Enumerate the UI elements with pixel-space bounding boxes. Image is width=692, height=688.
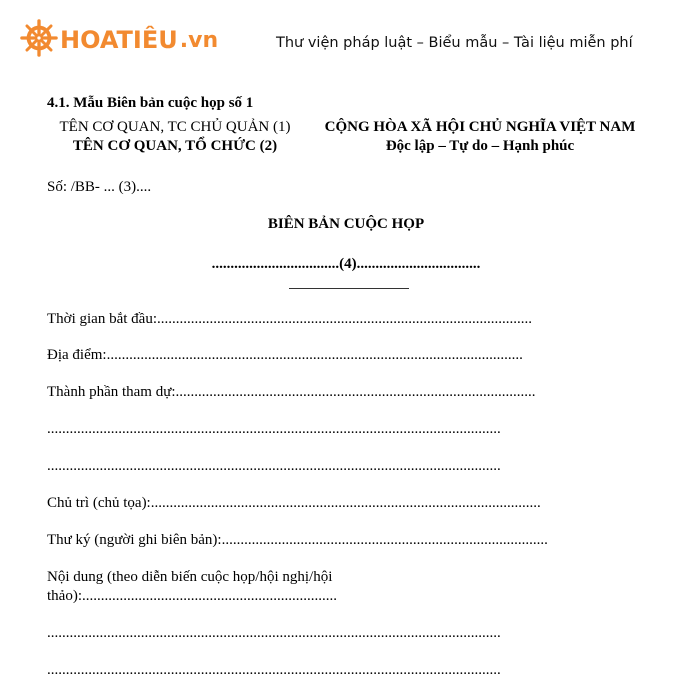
field-content-label xyxy=(47,569,332,586)
document-subtitle: ..................................(4)................................. xyxy=(211,256,481,272)
fill-in-dots: .................................................................... xyxy=(82,588,337,604)
site-logo[interactable] xyxy=(20,20,218,60)
field-label: Chủ trì (chủ tọa): xyxy=(47,495,151,511)
logo-domain: .vn xyxy=(179,27,219,53)
national-motto: Độc lập – Tự do – Hạnh phúc xyxy=(385,138,575,154)
document-number: Số: /BB- ... (3).... xyxy=(47,179,152,195)
field-location[interactable] xyxy=(47,347,523,364)
field-label: Thành phần tham dự: xyxy=(47,384,176,400)
fill-in-dots: ......................................................................................................................... xyxy=(47,625,501,641)
field-content[interactable] xyxy=(47,588,337,605)
document-title: BIÊN BẢN CUỘC HỌP xyxy=(267,216,425,232)
section-title: 4.1. Mẫu Biên bản cuộc họp số 1 xyxy=(47,95,254,111)
field-label: Nội dung (theo diễn biến cuộc họp/hội nghị/hội xyxy=(47,569,333,585)
field-attendees-line-3[interactable] xyxy=(47,458,501,475)
title-divider xyxy=(289,288,409,289)
fill-in-dots: ......................................................................................................................... xyxy=(47,458,501,474)
field-label: Thư ký (người ghi biên bản): xyxy=(47,532,222,548)
agency-name: TÊN CƠ QUAN, TỔ CHỨC (2) xyxy=(72,138,278,154)
field-content-line-3[interactable] xyxy=(47,662,501,679)
site-header xyxy=(0,0,692,80)
logo-wordmark: HOATIÊU xyxy=(60,26,178,54)
fill-in-dots: ........................................................................................................ xyxy=(150,495,541,511)
fill-in-dots: ......................................................................................................................... xyxy=(47,421,501,437)
field-attendees[interactable] xyxy=(47,384,536,401)
ship-wheel-icon xyxy=(20,19,58,62)
field-label: thảo): xyxy=(47,588,82,604)
field-content-line-2[interactable] xyxy=(47,625,501,642)
field-label: Thời gian bắt đầu: xyxy=(47,311,157,327)
national-title: CỘNG HÒA XÃ HỘI CHỦ NGHĨA VIỆT NAM xyxy=(324,119,636,135)
field-attendees-line-2[interactable] xyxy=(47,421,501,438)
field-chairperson[interactable] xyxy=(47,495,541,512)
fill-in-dots: .................................................................................................... xyxy=(157,311,532,327)
site-tagline: Thư viện pháp luật – Biểu mẫu – Tài liệu miễn phí xyxy=(276,35,633,51)
agency-parent-name: TÊN CƠ QUAN, TC CHỦ QUẢN (1) xyxy=(59,119,291,135)
field-secretary[interactable] xyxy=(47,532,548,549)
fill-in-dots: ....................................................................................... xyxy=(221,532,548,548)
field-start-time[interactable] xyxy=(47,311,532,328)
field-label: Địa điểm: xyxy=(47,347,107,363)
fill-in-dots: ............................................................................................................... xyxy=(106,347,523,363)
fill-in-dots: ................................................................................................ xyxy=(175,384,536,400)
fill-in-dots: ......................................................................................................................... xyxy=(47,662,501,678)
